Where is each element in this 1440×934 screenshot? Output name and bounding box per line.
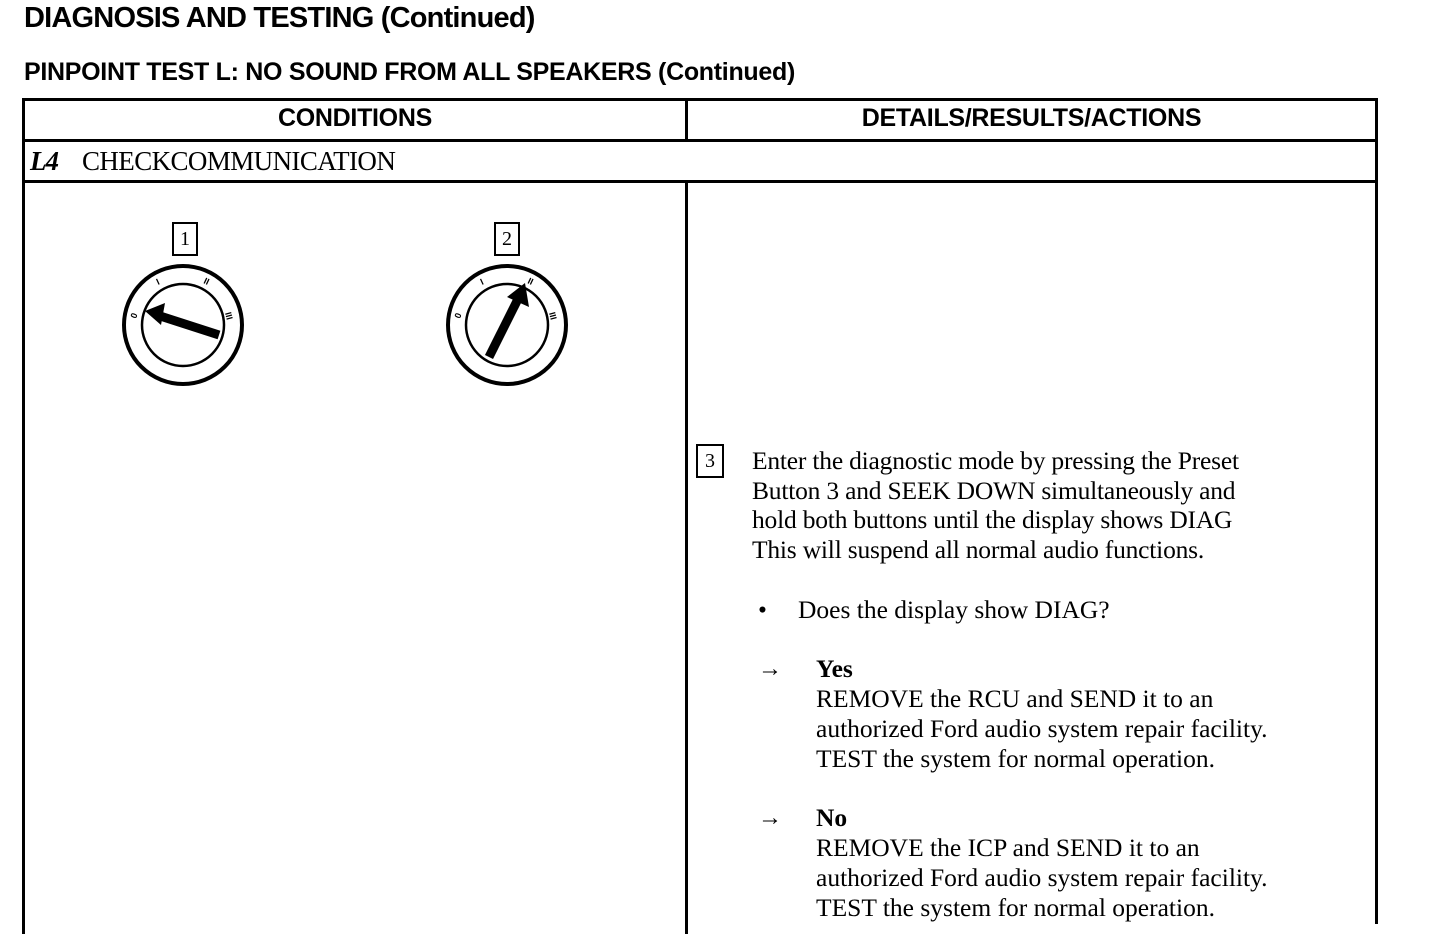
instruction-line: hold both buttons until the display shows DIAG: [752, 505, 1233, 534]
result-line: TEST the system for normal operation.: [816, 893, 1215, 922]
body-column-divider: [685, 180, 688, 934]
result-line: TEST the system for normal operation.: [816, 744, 1215, 773]
pinpoint-test-title: PINPOINT TEST L: NO SOUND FROM ALL SPEAKERS (Continued): [24, 58, 795, 86]
step-row-divider: [22, 180, 1378, 183]
step-name: CHECKCOMMUNICATION: [82, 146, 396, 176]
dial-mark-2: II: [202, 275, 211, 287]
dial-mark-3: III: [223, 310, 235, 321]
step-heading: [30, 146, 395, 177]
table-left-border: [22, 98, 25, 934]
dial-mark-0: 0: [452, 311, 464, 320]
dial-mark-3: III: [547, 310, 559, 321]
column-header-details: DETAILS/RESULTS/ACTIONS: [861, 104, 1202, 132]
result-line: REMOVE the RCU and SEND it to an: [816, 684, 1214, 713]
instruction-line: Button 3 and SEEK DOWN simultaneously and: [752, 475, 1236, 505]
table-top-border: [22, 98, 1378, 101]
dial-mark-0: 0: [128, 311, 140, 320]
step-id: L4: [30, 146, 58, 176]
question-text: Does the display show DIAG?: [798, 595, 1110, 624]
action-3-number: 3: [696, 444, 724, 478]
dial-mark-1: I: [154, 276, 162, 287]
result-label-yes: Yes: [816, 654, 853, 683]
ignition-run-dial-icon: [445, 263, 569, 387]
ignition-off-dial-icon: [121, 263, 245, 387]
dial-mark-1: I: [478, 276, 486, 287]
right-arrow-icon: →: [758, 656, 782, 682]
page-title: DIAGNOSIS AND TESTING (Continued): [24, 2, 535, 34]
right-arrow-icon: →: [758, 805, 782, 831]
bullet-icon: •: [758, 595, 767, 624]
figure-2-number: 2: [494, 222, 520, 256]
table-right-border: [1375, 98, 1378, 924]
dial-mark-2: II: [526, 275, 535, 287]
instruction-line: This will suspend all normal audio functions.: [752, 534, 1205, 564]
diagnostic-question: [758, 595, 1110, 625]
figure-1-number: 1: [172, 222, 198, 256]
column-header-conditions: CONDITIONS: [278, 104, 432, 132]
header-divider: [22, 139, 1378, 142]
result-line: authorized Ford audio system repair facility.: [816, 863, 1268, 892]
instruction-line: Enter the diagnostic mode by pressing the Preset: [752, 446, 1239, 475]
result-line: authorized Ford audio system repair facility.: [816, 714, 1268, 743]
instruction-text: [752, 446, 1362, 564]
result-line: REMOVE the ICP and SEND it to an: [816, 833, 1200, 862]
result-label-no: No: [816, 803, 848, 832]
